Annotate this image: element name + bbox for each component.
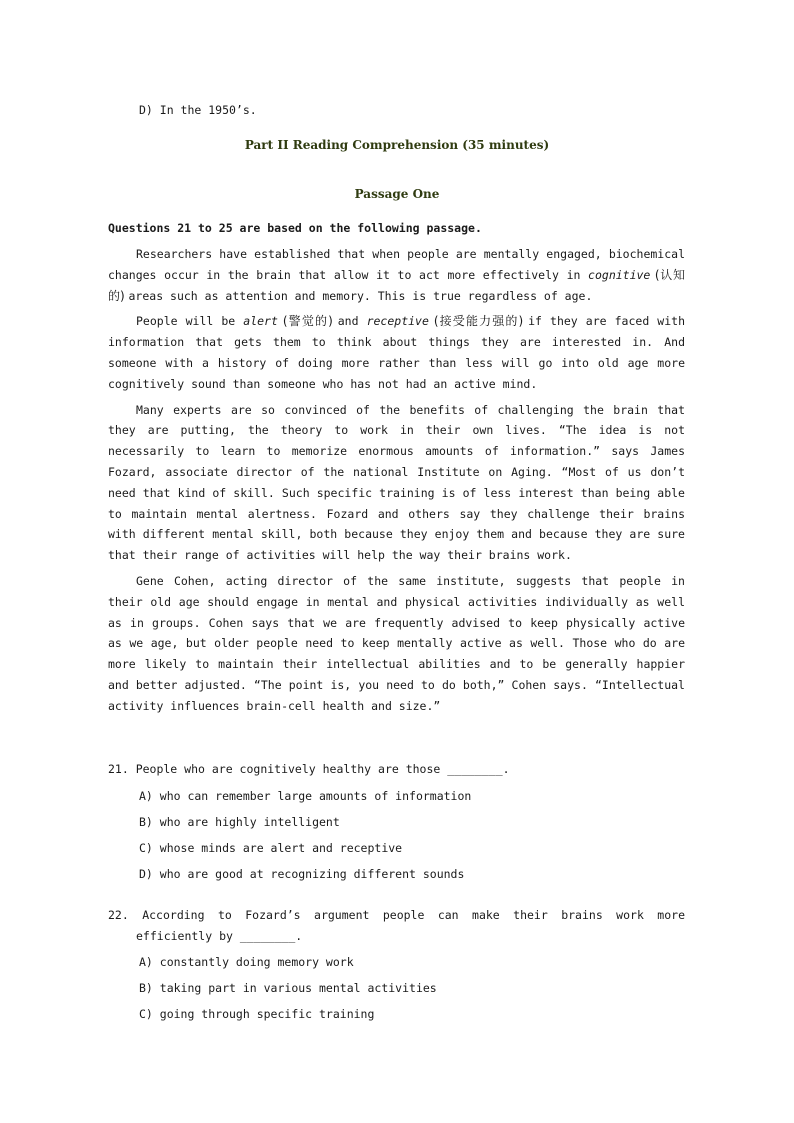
p1-text-a: Researchers have established that when people are mentally engaged, biochemical changes occur in the brain that allow it to act more effectively in bbox=[108, 247, 685, 282]
p2-text-a: People will be bbox=[136, 314, 244, 329]
passage-paragraph-1 bbox=[108, 244, 685, 306]
passage-heading: Passage One bbox=[354, 187, 440, 201]
question-22-stem: 22. According to Fozard’s argument people can make their brains work more efficiently by ________. bbox=[108, 908, 685, 943]
p2-text-b: and bbox=[337, 314, 367, 329]
question-21-option-a: A) who can remember large amounts of information bbox=[139, 789, 472, 803]
part-heading: Part II Reading Comprehension (35 minutes) bbox=[244, 138, 550, 152]
question-21-option-d: D) who are good at recognizing different sounds bbox=[139, 867, 465, 881]
gloss-receptive: (接受能力强的) bbox=[428, 314, 529, 329]
gloss-cognitive: (认知的) bbox=[108, 267, 685, 303]
question-21-option-c: C) whose minds are alert and receptive bbox=[139, 841, 403, 855]
question-21-option-b: B) who are highly intelligent bbox=[139, 815, 340, 829]
term-cognitive: cognitive bbox=[588, 267, 651, 282]
term-receptive: receptive bbox=[366, 314, 429, 329]
question-21-stem: 21. People who are cognitively healthy are those ________. bbox=[108, 762, 510, 776]
passage-paragraph-2 bbox=[108, 311, 685, 394]
gloss-alert: (警觉的) bbox=[277, 314, 338, 329]
passage-paragraph-3: Many experts are so convinced of the benefits of challenging the brain that they are putting, the theory to work in their own lives. “The idea is not necessarily to learn to memorize enormous amounts of information.” says James Fozard, associate director of the national Institute on Aging. “Most of us don’t need that kind of skill. Such specific training is of less interest than being able to maintain mental alertness. Fozard and others say they challenge their brains with different mental skill, both because they enjoy them and because they are sure that their range of activities will help the way their brains work. bbox=[108, 402, 685, 563]
previous-question-option-d: D) In the 1950’s. bbox=[139, 103, 257, 117]
passage-body bbox=[108, 244, 685, 722]
question-22-option-c: C) going through specific training bbox=[139, 1007, 375, 1021]
question-22-option-b: B) taking part in various mental activities bbox=[139, 981, 437, 995]
passage-paragraph-4: Gene Cohen, acting director of the same institute, suggests that people in their old age should engage in mental and physical activities individually as well as in groups. Cohen says that we are frequently advised to keep physically active as we age, but older people need to keep mentally active as well. Those who do are more likely to maintain their intellectual abilities and to be generally happier and better adjusted. “The point is, you need to do both,” Cohen says. “Intellectual activity influences brain-cell health and size.” bbox=[108, 573, 685, 713]
p1-text-b: areas such as attention and memory. This is true regardless of age. bbox=[128, 288, 593, 303]
questions-intro: Questions 21 to 25 are based on the following passage. bbox=[108, 221, 482, 235]
question-22-option-a: A) constantly doing memory work bbox=[139, 955, 354, 969]
term-alert: alert bbox=[243, 314, 278, 329]
p2-text-c: if they are faced with information that gets them to think about things they are interested in. And someone with a history of doing more rather than less will go into old age more cognitively sound than someone who has not had an active mind. bbox=[108, 314, 685, 391]
